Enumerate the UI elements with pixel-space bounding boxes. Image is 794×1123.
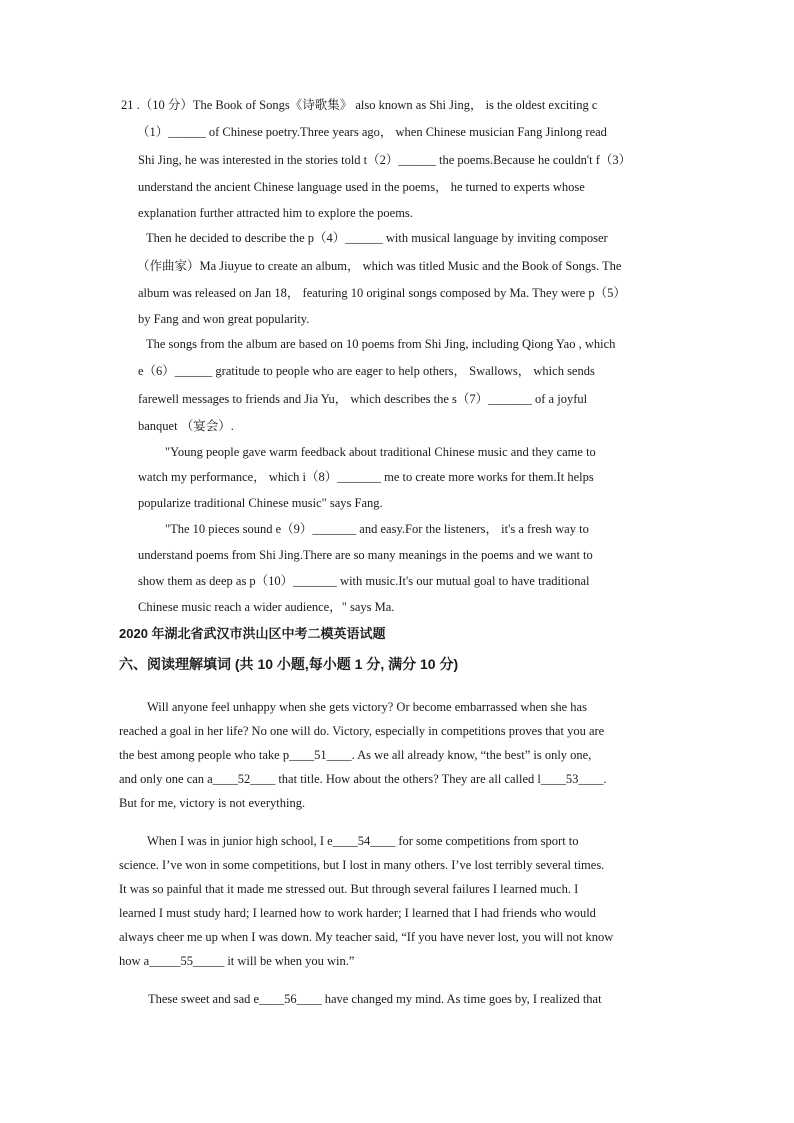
passage-line-10: always cheer me up when I was down. My teacher said, “If you have never lost, you will not know (119, 930, 614, 944)
q21-line-19: show them as deep as p（10）_______ with music.It's our mutual goal to have traditional (138, 574, 590, 588)
q21-line-17: "The 10 pieces sound e（9）_______ and easy.For the listeners， it's a fresh way to (165, 522, 589, 536)
q21-line-15: watch my performance， which i（8）_______ me to create more works for them.It helps (138, 470, 594, 484)
passage-line-5: But for me, victory is not everything. (119, 796, 306, 810)
passage-line-12: These sweet and sad e____56____ have changed my mind. As time goes by, I realized that (148, 992, 602, 1006)
passage-line-9: learned I must study hard; I learned how to work harder; I learned that I had friends who would (119, 906, 596, 920)
q21-line-8: album was released on Jan 18， featuring 10 original songs composed by Ma. They were p（5） (138, 286, 626, 300)
q21-line-7: （作曲家）Ma Jiuyue to create an album， which was titled Music and the Book of Songs. The (137, 259, 622, 273)
section-title: 六、阅读理解填词 (共 10 小题,每小题 1 分, 满分 10 分) (119, 656, 459, 672)
q21-line-11: e（6）______ gratitude to people who are eager to help others， Swallows， which sends (138, 364, 595, 378)
q21-line-12: farewell messages to friends and Jia Yu， which describes the s（7）_______ of a joyful (138, 392, 588, 406)
q21-line-1: 21 .（10 分）The Book of Songs《诗歌集》 also known as Shi Jing， is the oldest exciting c (121, 98, 598, 112)
passage-line-4: and only one can a____52____ that title. How about the others? They are all called l____53____. (119, 772, 607, 786)
passage-line-3: the best among people who take p____51____. As we all already know, “the best” is only one, (119, 748, 592, 762)
q21-line-4: understand the ancient Chinese language used in the poems， he turned to experts whose (138, 180, 585, 194)
passage-line-11: how a_____55_____ it will be when you win.” (119, 954, 355, 968)
passage-line-6: When I was in junior high school, I e____54____ for some competitions from sport to (147, 834, 579, 848)
q21-line-20: Chinese music reach a wider audience，" says Ma. (138, 600, 395, 614)
q21-line-10: The songs from the album are based on 10 poems from Shi Jing, including Qiong Yao , which (146, 337, 616, 351)
q21-line-9: by Fang and won great popularity. (138, 312, 310, 326)
q21-line-5: explanation further attracted him to explore the poems. (138, 206, 413, 220)
q21-line-13: banquet （宴会）. (138, 419, 234, 433)
passage-line-1: Will anyone feel unhappy when she gets victory? Or become embarrassed when she has (147, 700, 587, 714)
q21-line-2: （1）______ of Chinese poetry.Three years ago， when Chinese musician Fang Jinlong read (137, 125, 607, 139)
q21-line-3: Shi Jing, he was interested in the stories told t（2）______ the poems.Because he couldn't f（3） (138, 153, 632, 167)
q21-line-6: Then he decided to describe the p（4）______ with musical language by inviting composer (146, 231, 608, 245)
q21-line-18: understand poems from Shi Jing.There are so many meanings in the poems and we want to (138, 548, 593, 562)
exam-title: 2020 年湖北省武汉市洪山区中考二模英语试题 (119, 626, 386, 641)
q21-line-16: popularize traditional Chinese music" says Fang. (138, 496, 383, 510)
passage-line-2: reached a goal in her life? No one will do. Victory, especially in competitions proves that you are (119, 724, 605, 738)
q21-line-14: "Young people gave warm feedback about traditional Chinese music and they came to (165, 445, 596, 459)
passage-line-8: It was so painful that it made me stressed out. But through several failures I learned much. I (119, 882, 579, 896)
passage-line-7: science. I’ve won in some competitions, but I lost in many others. I’ve lost terribly several times. (119, 858, 605, 872)
